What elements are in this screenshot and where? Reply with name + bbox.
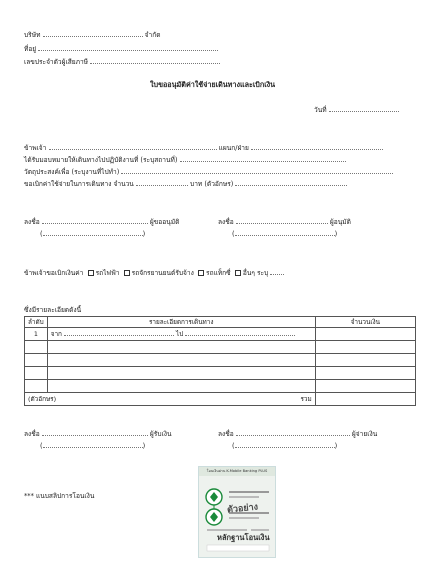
row-detail[interactable] bbox=[47, 328, 315, 341]
row-amount[interactable] bbox=[315, 341, 415, 354]
amount-blank[interactable] bbox=[136, 179, 188, 186]
assigned-label: ได้รับมอบหมายให้เดินทางไปปฏิบัติงานที่ (ระบุสถานที่) bbox=[24, 156, 178, 164]
requester-signature bbox=[24, 216, 179, 227]
form-title: ใบขออนุมัติค่าใช้จ่ายเดินทางและเบิกเงิน bbox=[150, 80, 276, 89]
to-label: ไป bbox=[176, 330, 184, 338]
row-no bbox=[25, 341, 48, 354]
row-amount[interactable] bbox=[315, 380, 415, 393]
col-no-header: ลำดับ bbox=[25, 317, 48, 328]
paren-close: ) bbox=[334, 442, 338, 450]
table-row bbox=[25, 354, 416, 367]
total-text-label: (ตัวอักษร) bbox=[28, 395, 57, 403]
paren-open: ( bbox=[40, 230, 43, 238]
table-total-row bbox=[25, 393, 416, 406]
row-detail[interactable] bbox=[47, 380, 315, 393]
sign-label: ลงชื่อ bbox=[218, 430, 234, 438]
company-suffix: จำกัด bbox=[144, 31, 161, 39]
row-no: 1 bbox=[25, 328, 48, 341]
approver-role: ผู้อนุมัติ bbox=[329, 218, 351, 226]
travel-mode-intro: ข้าพเจ้าขอเบิกเงินค่า bbox=[24, 269, 84, 277]
checkbox-other[interactable] bbox=[235, 270, 241, 276]
from-blank[interactable] bbox=[64, 329, 174, 336]
tax-id-label: เลขประจำตัวผู้เสียภาษี bbox=[24, 58, 89, 66]
slip-text-line bbox=[229, 517, 259, 519]
option-skytrain: รถไฟฟ้า bbox=[95, 269, 120, 277]
assigned-blank[interactable] bbox=[180, 155, 346, 162]
expense-table bbox=[24, 316, 416, 406]
checkbox-skytrain[interactable] bbox=[88, 270, 94, 276]
payer-sign-blank[interactable] bbox=[236, 429, 350, 436]
date-label: วันที่ bbox=[314, 106, 327, 114]
requester-role: ผู้ขออนุมัติ bbox=[149, 218, 180, 226]
attachment-note: *** แนบสลิปการโอนเงิน bbox=[24, 492, 95, 500]
row-detail[interactable] bbox=[47, 367, 315, 380]
payer-name-blank[interactable] bbox=[235, 441, 335, 448]
checkbox-taxi[interactable] bbox=[198, 270, 204, 276]
address-blank[interactable] bbox=[38, 44, 218, 51]
paren-close: ) bbox=[142, 230, 146, 238]
date-blank[interactable] bbox=[329, 105, 399, 112]
from-label: จาก bbox=[50, 330, 62, 338]
approver-name-line bbox=[232, 229, 337, 238]
approver-name-blank[interactable] bbox=[235, 229, 335, 236]
assigned-line bbox=[24, 154, 346, 165]
receiver-role: ผู้รับเงิน bbox=[149, 430, 172, 438]
slip-footer-box bbox=[207, 545, 269, 551]
tax-id-blank[interactable] bbox=[90, 57, 220, 64]
total-label: รวม bbox=[300, 395, 312, 403]
payer-name-line bbox=[232, 441, 337, 450]
purpose-label: วัตถุประสงค์เพื่อ (ระบุงานที่ไปทำ) bbox=[24, 168, 120, 176]
row-amount[interactable] bbox=[315, 367, 415, 380]
total-amount-cell[interactable] bbox=[315, 393, 415, 406]
approver-sign-blank[interactable] bbox=[236, 217, 328, 224]
row-no bbox=[25, 380, 48, 393]
purpose-blank[interactable] bbox=[121, 167, 393, 174]
address-line bbox=[24, 43, 218, 54]
company-label: บริษัท bbox=[24, 31, 41, 39]
row-amount[interactable] bbox=[315, 328, 415, 341]
request-line bbox=[24, 178, 347, 189]
table-row bbox=[25, 380, 416, 393]
slip-text-line bbox=[207, 529, 247, 531]
other-blank[interactable] bbox=[270, 268, 284, 275]
payer-role: ผู้จ่ายเงิน bbox=[351, 430, 378, 438]
amount-text-blank[interactable] bbox=[235, 179, 347, 186]
row-amount[interactable] bbox=[315, 354, 415, 367]
request-label: ขอเบิกค่าใช้จ่ายในการเดินทาง จำนวน bbox=[24, 180, 134, 188]
table-row bbox=[25, 328, 416, 341]
employee-line bbox=[24, 142, 383, 153]
requester-name-line bbox=[40, 229, 145, 238]
paren-open: ( bbox=[232, 442, 235, 450]
sign-label: ลงชื่อ bbox=[24, 218, 40, 226]
tax-id-line bbox=[24, 56, 220, 67]
department-blank[interactable] bbox=[251, 143, 383, 150]
slip-text-line bbox=[251, 529, 269, 531]
slip-text-line bbox=[229, 496, 259, 498]
requester-sign-blank[interactable] bbox=[42, 217, 148, 224]
row-no bbox=[25, 367, 48, 380]
employee-label: ข้าพเจ้า bbox=[24, 144, 47, 152]
table-row bbox=[25, 341, 416, 354]
row-detail[interactable] bbox=[47, 341, 315, 354]
company-name-blank[interactable] bbox=[43, 30, 143, 37]
table-header-row bbox=[25, 317, 416, 328]
table-row bbox=[25, 367, 416, 380]
purpose-line bbox=[24, 166, 393, 177]
col-amount-header: จำนวนเงิน bbox=[315, 317, 415, 328]
date-line bbox=[314, 104, 399, 115]
department-label: แผนก/ฝ่าย bbox=[218, 144, 249, 152]
row-no bbox=[25, 354, 48, 367]
transfer-slip-image bbox=[198, 466, 276, 558]
receiver-sign-blank[interactable] bbox=[42, 429, 148, 436]
paren-open: ( bbox=[232, 230, 235, 238]
row-detail[interactable] bbox=[47, 354, 315, 367]
total-text-cell[interactable] bbox=[25, 393, 316, 406]
slip-header: โอนเงินผ่าน K-Mobile Banking PLUS bbox=[199, 467, 275, 476]
paren-open: ( bbox=[40, 442, 43, 450]
col-detail-header: รายละเอียดการเดินทาง bbox=[47, 317, 315, 328]
detail-heading: ซึ่งมีรายละเอียดดังนี้ bbox=[24, 306, 82, 314]
receiver-name-line bbox=[40, 441, 145, 450]
checkbox-motorbike-taxi[interactable] bbox=[124, 270, 130, 276]
requester-name-blank[interactable] bbox=[43, 229, 143, 236]
sample-stamp: ตัวอย่าง bbox=[226, 502, 259, 516]
slip-caption: หลักฐานโอนเงิน bbox=[217, 533, 270, 542]
option-other: อื่นๆ ระบุ bbox=[242, 269, 269, 277]
payer-signature bbox=[218, 428, 377, 439]
paren-close: ) bbox=[142, 442, 146, 450]
company-name-line bbox=[24, 29, 160, 40]
employee-blank[interactable] bbox=[49, 143, 217, 150]
address-label: ที่อยู่ bbox=[24, 45, 37, 53]
receiver-signature bbox=[24, 428, 172, 439]
option-taxi: รถแท็กซี่ bbox=[206, 269, 231, 277]
to-blank[interactable] bbox=[185, 329, 295, 336]
sign-label: ลงชื่อ bbox=[218, 218, 234, 226]
travel-mode-line bbox=[24, 267, 284, 278]
receiver-name-blank[interactable] bbox=[43, 441, 143, 448]
baht-label: บาท (ตัวอักษร) bbox=[190, 180, 234, 188]
option-motorbike-taxi: รถจักรยานยนต์รับจ้าง bbox=[131, 269, 194, 277]
sign-label: ลงชื่อ bbox=[24, 430, 40, 438]
slip-text-line bbox=[229, 491, 269, 493]
paren-close: ) bbox=[334, 230, 338, 238]
approver-signature bbox=[218, 216, 351, 227]
